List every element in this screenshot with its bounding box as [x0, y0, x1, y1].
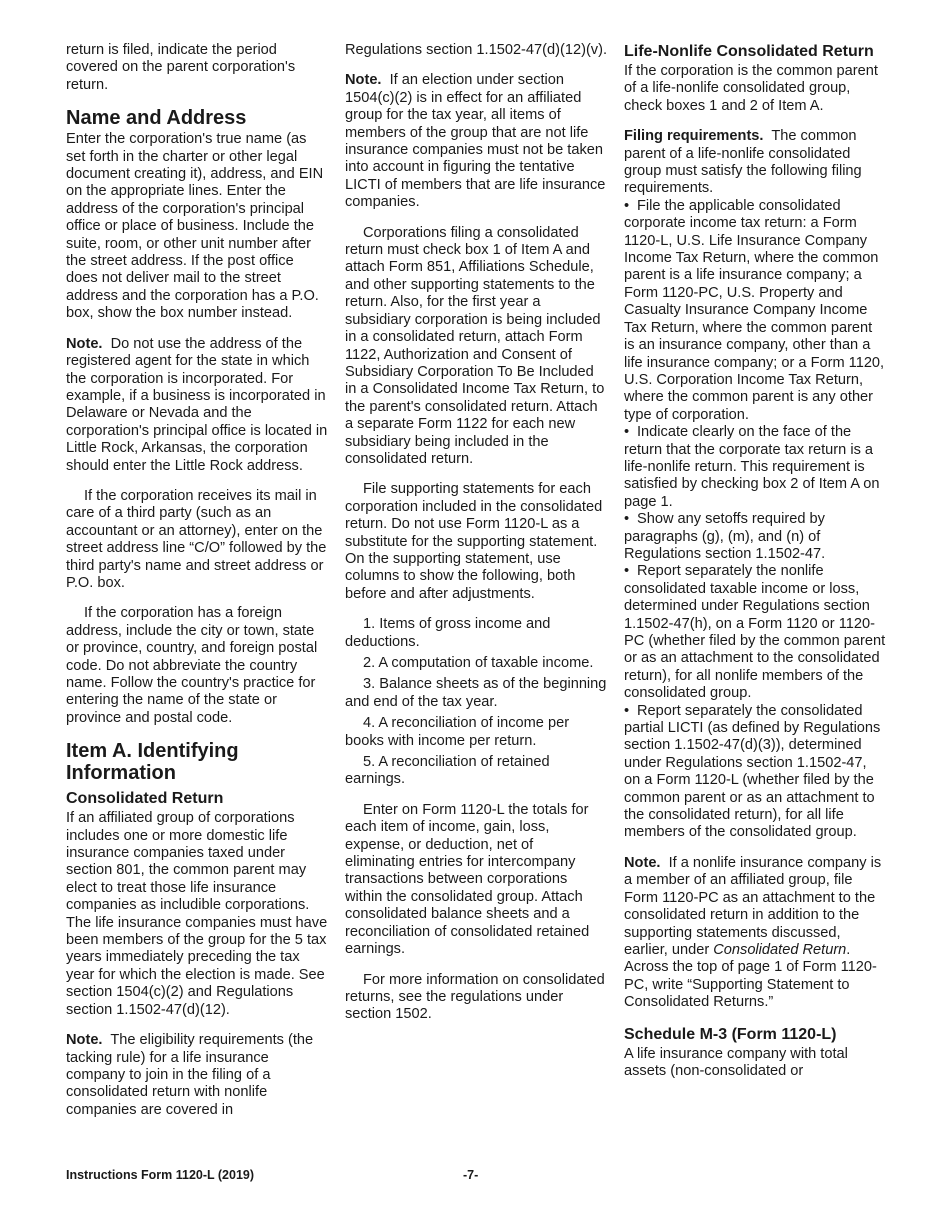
note-paragraph — [66, 1032, 328, 1119]
list-item: 4. A reconciliation of income per books with income per return. — [345, 715, 570, 749]
page-number: -7- — [463, 1168, 479, 1182]
bullet-text: Report separately the consolidated partial LICTI (as defined by Regulations section 1.1502-47(d)(3)), determined under Regulations section 1.1502-47, on a Form 1120-L (whether filed by the common parent or as an attachment to the consolidated return), for all life members of the consolidated group. — [624, 702, 881, 841]
subheading-schedule-m3: Schedule M-3 (Form 1120-L) — [624, 1025, 837, 1043]
footer-form-title: Instructions Form 1120-L (2019) — [66, 1168, 255, 1182]
bullet-text: Show any setoffs required by paragraphs (g), (m), and (n) of Regulations section 1.1502-47. — [624, 511, 826, 562]
filing-requirements-text: The common parent of a life-nonlife consolidated group must satisfy the following filing requirements. — [624, 128, 862, 197]
paragraph: If the corporation is the common parent of a life-nonlife consolidated group, check boxes 1 and 2 of Item A. — [624, 63, 878, 114]
note-text: Do not use the address of the registered agent for the state in which the corporation is incorporated. For example, if a business is incorporated in Delaware or Nevada and the corporation's principal office is located in Little Rock, Arkansas, the corporation should enter the Little Rock address. — [66, 335, 328, 474]
list-item: 3. Balance sheets as of the beginning and end of the tax year. — [345, 676, 607, 710]
filing-requirements-paragraph — [624, 128, 886, 198]
note-label: Note. — [66, 1032, 103, 1049]
paragraph: For more information on consolidated returns, see the regulations under section 1502. — [345, 971, 605, 1023]
column-3 — [624, 42, 886, 1093]
bullet-icon: • — [624, 702, 630, 719]
note-label: Note. — [624, 854, 661, 871]
section-heading-name-address: Name and Address — [66, 107, 247, 130]
paragraph: If the corporation has a foreign address, include the city or town, state or province, country, and foreign postal code. Do not abbreviate the country name. Follow the country's practice for entering the name of the state or province and postal code. — [66, 605, 318, 726]
note-text: If a nonlife insurance company is a member of an affiliated group, file Form 1120-PC as an attachment to the consolidated return in addition to the supporting statements discussed, earlier, under — [624, 854, 882, 958]
bullet-icon: • — [624, 424, 630, 441]
bullet-item — [624, 511, 886, 563]
note-label: Note. — [345, 72, 382, 89]
bullet-text: File the applicable consolidated corporate income tax return: a Form 1120-L, U.S. Life Insurance Company Income Tax Return, where the common parent is a life insurance company; a Form 1120-PC, U.S. Property and Casualty Insurance Company Income Tax Return, where the common parent is an insurance company, other than a life insurance company; or a Form 1120, U.S. Corporation Income Tax Return, where the common parent is any other type of corporation. — [624, 197, 885, 423]
note-paragraph — [66, 336, 328, 475]
note-text: . Across the top of page 1 of Form 1120-PC, write “Supporting Statement to Consolidated Returns.” — [624, 941, 877, 1011]
note-label: Note. — [66, 335, 103, 352]
paragraph: Corporations filing a consolidated return must check box 1 of Item A and attach Form 851, Affiliations Schedule, and other supporting statements to the return. Also, for the first year a subsidiary corporation is being included in a consolidated return, attach Form 1122, Authorization and Consent of Subsidiary Corporation To Be Included in a Consolidated Income Tax Return, to the parent's consolidated return. Attach a separate Form 1122 for each new subsidiary being included in the consolidated return. — [345, 224, 605, 467]
bullet-item — [624, 563, 886, 702]
note-text: If an election under section 1504(c)(2) is in effect for an affiliated group for the tax year, all items of members of the group that are not life insurance companies must not be taken into account in figuring the tentative LICTI of members that are life insurance companies. — [345, 72, 606, 211]
note-paragraph — [624, 855, 886, 1012]
list-item: 5. A reconciliation of retained earnings. — [345, 754, 550, 788]
paragraph: File supporting statements for each corporation included in the consolidated return. Do not use Form 1120-L as a substitute for the supporting statement. On the supporting statement, use columns to show the following, both before and after adjustments. — [345, 481, 603, 602]
paragraph: Enter on Form 1120-L the totals for each item of income, gain, loss, expense, or deduction, net of eliminating entries for intercompany transactions between corporations within the consolidated group. Attach consolidated balance sheets and a reconciliation of consolidated retained earnings. — [345, 801, 590, 958]
bullet-icon: • — [624, 563, 630, 580]
column-2 — [345, 42, 607, 1037]
bullet-icon: • — [624, 511, 630, 528]
paragraph: A life insurance company with total assets (non-consolidated or — [624, 1045, 848, 1079]
paragraph: If the corporation receives its mail in care of a third party (such as an accountant or an attorney), enter on the street address line “C/O” followed by the third party's name and street address or P.O. box. — [66, 487, 327, 591]
bullet-text: Indicate clearly on the face of the return that the corporate tax return is a life-nonlife return. This requirement is satisfied by checking box 2 of Item A on page 1. — [624, 424, 880, 510]
subheading-life-nonlife: Life-Nonlife Consolidated Return — [624, 43, 874, 60]
bullet-icon: • — [624, 197, 630, 214]
paragraph: Enter the corporation's true name (as set forth in the charter or other legal document creating it), address, and EIN on the appropriate lines. Enter the address of the corporation's principal office or place of business. Include the suite, room, or other unit number after the street address. If the post office does not deliver mail to the street address and the corporation has a P.O. box, show the box number instead. — [66, 131, 324, 322]
bullet-item — [624, 424, 886, 511]
list-item: 1. Items of gross income and deductions. — [345, 616, 551, 650]
column-1 — [66, 42, 328, 1132]
bullet-item — [624, 703, 886, 842]
list-item: 2. A computation of taxable income. — [363, 655, 594, 671]
continued-text: Regulations section 1.1502-47(d)(12)(v). — [345, 42, 608, 58]
filing-requirements-label: Filing requirements. — [624, 128, 764, 145]
section-heading-item-a: Item A. Identifying Information — [66, 740, 239, 785]
subheading-consolidated-return: Consolidated Return — [66, 790, 224, 808]
note-paragraph — [345, 72, 607, 211]
note-reference: Consolidated Return — [713, 941, 847, 958]
bullet-item — [624, 198, 886, 424]
continued-text: return is filed, indicate the period covered on the parent corporation's return. — [66, 42, 296, 93]
note-text: The eligibility requirements (the tacking rule) for a life insurance company to join in the filing of a consolidated return with nonlife companies are covered in — [66, 1032, 314, 1118]
bullet-text: Report separately the nonlife consolidated taxable income or loss, determined under Regulations section 1.1502-47(h), on a Form 1120 or 1120-PC (whether filed by the common parent or as an attachment to the consolidated return), for all nonlife members of the consolidated group. — [624, 563, 886, 702]
paragraph: If an affiliated group of corporations includes one or more domestic life insurance companies taxed under section 801, the common parent may elect to treat those life insurance companies as includible corporations. The life insurance companies must have been members of the group for the 5 tax years immediately preceding the tax year for which the election is made. See section 1504(c)(2) and Regulations section 1.1502-47(d)(12). — [66, 810, 328, 1018]
